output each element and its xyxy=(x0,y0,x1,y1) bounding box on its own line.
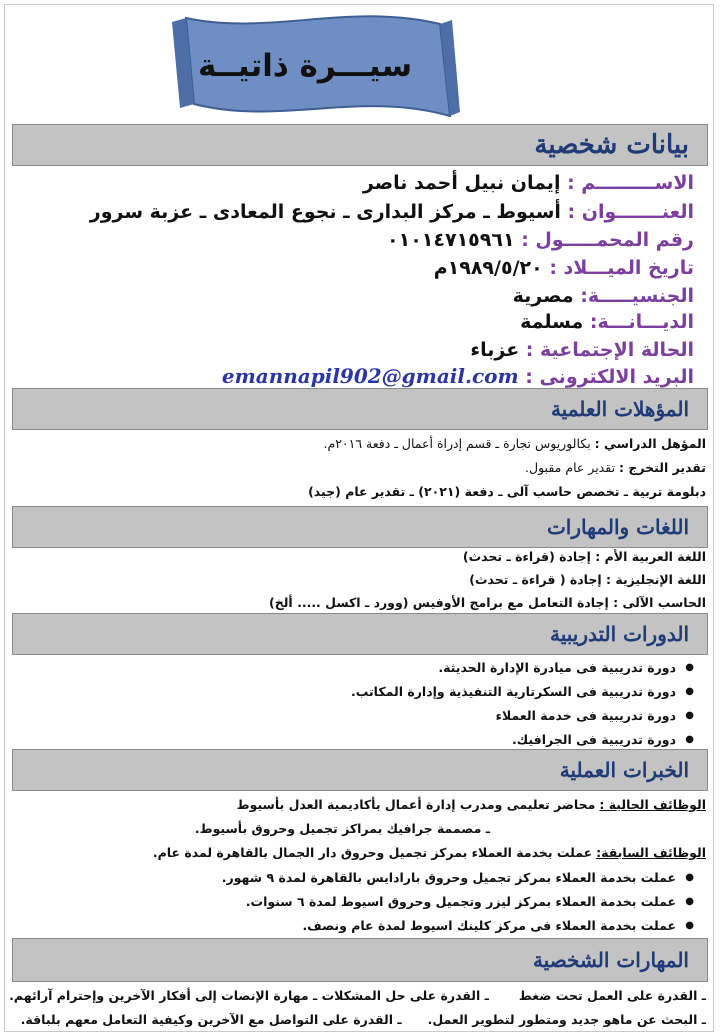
mobile-row xyxy=(387,229,694,251)
list-item: ● دورة تدريبية فى خدمة العملاء xyxy=(351,704,694,728)
address-row xyxy=(90,201,694,223)
list-item: ● عملت بخدمة العملاء فى مركز كلينك اسيوط لمدة عام ونصف. xyxy=(222,914,694,938)
current-jobs-value: محاضر تعليمى ومدرب إدارة أعمال بأكاديمية العدل بأسيوط xyxy=(236,797,596,812)
grade-value: تقدير عام مقبول. xyxy=(525,460,616,475)
name-value: إيمان نبيل أحمد ناصر xyxy=(362,172,561,194)
section-title: الدورات التدريبية xyxy=(549,622,689,646)
section-skills xyxy=(12,938,708,982)
current-jobs-value-2: ـ مصممة جرافيك بمراكز تجميل وحروق بأسيوط. xyxy=(194,821,490,836)
email-link[interactable]: emannapil902@gmail.com xyxy=(221,364,519,388)
previous-jobs-value: عملت بخدمة العملاء بمركز تجميل وحروق دار الجمال بالقاهرة لمدة عام. xyxy=(152,845,593,860)
email-row xyxy=(222,364,694,388)
skills-row-2 xyxy=(21,1012,706,1027)
section-title: المهارات الشخصية xyxy=(532,948,689,972)
section-qualifications xyxy=(12,388,708,430)
skills-row-1 xyxy=(9,988,706,1003)
previous-jobs-label: الوظائف السابقة: xyxy=(596,845,706,860)
arabic-row xyxy=(463,549,706,564)
section-title: المؤهلات العلمية xyxy=(550,397,689,421)
english-row xyxy=(469,572,706,587)
section-title: بيانات شخصية xyxy=(534,130,689,160)
diploma-row xyxy=(308,484,706,499)
computer-text: الحاسب الآلى : إجادة التعامل مع برامج الأوفيس (وورد ـ اكسل ..... ألخ) xyxy=(269,595,706,610)
birth-label: تاريخ الميـــلاد : xyxy=(549,257,694,279)
section-courses xyxy=(12,613,708,655)
name-label: الاســـــــــم : xyxy=(567,172,694,194)
list-item: ● دورة تدريبية فى السكرتارية التنفيذية وإدارة المكاتب. xyxy=(351,680,694,704)
address-value: أسيوط ـ مركز البدارى ـ نجوع المعادى ـ عزبة سرور xyxy=(89,201,561,223)
previous-jobs-list xyxy=(222,866,694,938)
diploma-text: دبلومة تربية ـ تخصص حاسب آلى ـ دفعة (٢٠٢١) ـ تقدير عام (جيد) xyxy=(308,484,706,499)
list-item: ● دورة تدريبية فى الجرافيك. xyxy=(351,728,694,752)
arabic-text: اللغة العربية الأم : إجادة (قراءة ـ تحدث) xyxy=(462,549,706,564)
skill-text: ـ القدرة على العمل تحت ضغط xyxy=(518,988,706,1003)
birth-row xyxy=(434,257,694,279)
nationality-label: الجنسيـــــة: xyxy=(580,285,694,307)
list-item: ● دورة تدريبية فى ميادرة الإدارة الحديثة. xyxy=(351,656,694,680)
section-title: الخبرات العملية xyxy=(559,758,689,782)
nationality-row xyxy=(513,285,694,307)
name-row xyxy=(363,172,694,194)
list-item: ● عملت بخدمة العملاء بمركز ليزر وتجميل وحروق اسيوط لمدة ٦ سنوات. xyxy=(222,890,694,914)
birth-value: ١٩٨٩/٥/٢٠م xyxy=(433,257,543,279)
current-jobs-row-2 xyxy=(195,821,490,836)
grade-label: تقدير التخرج : xyxy=(619,460,706,475)
section-title: اللغات والمهارات xyxy=(546,515,689,539)
computer-row xyxy=(269,595,706,610)
current-jobs-row xyxy=(237,797,706,812)
email-label: البريد الالكترونى : xyxy=(525,366,694,388)
mobile-value: ٠١٠١٤٧١٥٩٦١ xyxy=(387,229,515,251)
skill-text: ـ القدرة على التواصل مع الآخرين وكيفية التعامل معهم بلباقة. xyxy=(20,1012,402,1027)
section-languages xyxy=(12,506,708,548)
list-item: ● عملت بخدمة العملاء بمركز تجميل وحروق بارادايس بالقاهرة لمدة ٩ شهور. xyxy=(222,866,694,890)
courses-list xyxy=(351,656,694,752)
religion-value: مسلمة xyxy=(520,311,584,333)
nationality-value: مصرية xyxy=(512,285,574,307)
section-personal xyxy=(12,124,708,166)
mobile-label: رقم المحمـــــول : xyxy=(521,229,694,251)
degree-row xyxy=(323,436,706,451)
religion-label: الديـــانـــة: xyxy=(589,311,694,333)
address-label: العنـــــــوان : xyxy=(567,201,694,223)
skill-text: ـ القدرة على حل المشكلات ـ مهارة الإنصات إلى أفكار الآخرين وإحترام آرائهم. xyxy=(9,988,489,1003)
english-text: اللغة الإنجليزية : إجادة ( قراءة ـ تحدث) xyxy=(469,572,706,587)
degree-label: المؤهل الدراسي : xyxy=(594,436,706,451)
previous-jobs-row xyxy=(153,845,706,860)
section-experience xyxy=(12,749,708,791)
marital-row xyxy=(470,339,694,361)
skill-text: ـ البحث عن ماهو جديد ومتطور لتطوير العمل. xyxy=(427,1012,706,1027)
current-jobs-label: الوظائف الحالية : xyxy=(599,797,706,812)
degree-value: بكالوريوس تجارة ـ قسم إدراة أعمال ـ دفعة ٢٠١٦م. xyxy=(323,436,591,451)
marital-value: عزباء xyxy=(470,339,520,361)
religion-row xyxy=(520,311,694,333)
marital-label: الحالة الإجتماعية : xyxy=(525,339,694,361)
cv-title: سيـــرة ذاتيــة xyxy=(197,48,413,84)
grade-row xyxy=(525,460,706,475)
